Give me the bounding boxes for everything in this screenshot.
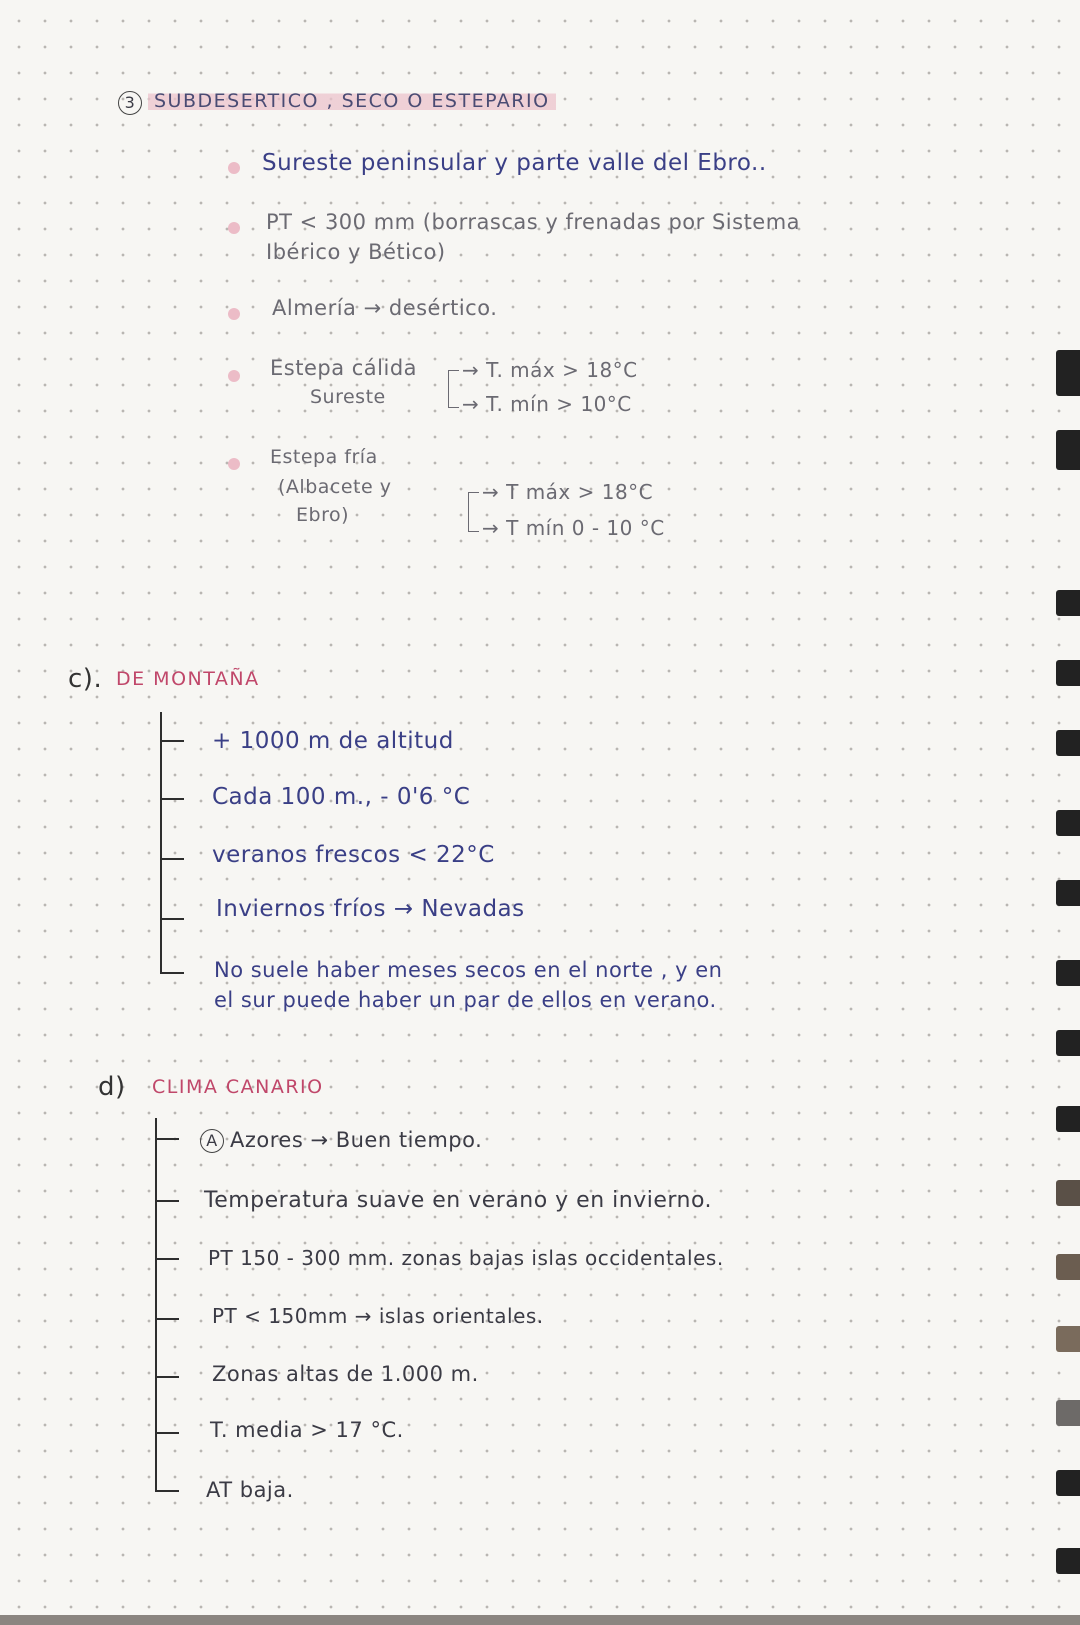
bracket-line [468, 492, 479, 532]
bullet-dot [228, 162, 240, 174]
note-line: Ibérico y Bético) [266, 240, 446, 264]
canario-item: T. media > 17 °C. [210, 1418, 404, 1442]
canario-item: Zonas altas de 1.000 m. [212, 1362, 479, 1386]
section-title: SUBDESERTICO , SECO O ESTEPARIO [148, 90, 556, 112]
section-c-title: DE MONTAÑA [116, 668, 260, 690]
bullet-dot [228, 308, 240, 320]
spiral-binding-hole [1056, 1548, 1080, 1574]
estepa-calida-tmin: → T. mín > 10°C [462, 392, 632, 416]
note-line: Almería → desértico. [272, 296, 498, 320]
spiral-binding-hole [1056, 660, 1080, 686]
canario-item-text: Azores → Buen tiempo. [230, 1128, 483, 1152]
estepa-fria-tmax: → T máx > 18°C [482, 480, 654, 504]
section-c-label: c). [68, 664, 103, 694]
spiral-binding-hole [1056, 1030, 1080, 1056]
canario-item: AT baja. [206, 1478, 294, 1502]
spiral-binding-hole [1056, 590, 1080, 616]
montana-item: el sur puede haber un par de ellos en verano. [214, 988, 717, 1012]
bullet-dot [228, 458, 240, 470]
spiral-binding-hole [1056, 1400, 1080, 1426]
section-d-label: d) [98, 1072, 126, 1102]
spiral-binding-hole [1056, 1106, 1080, 1132]
bracket-tick [160, 858, 184, 860]
section-c-bracket [160, 712, 162, 974]
spiral-binding-hole [1056, 880, 1080, 906]
note-line: Sureste peninsular y parte valle del Ebro.. [262, 150, 767, 176]
bracket-tick [155, 1138, 179, 1140]
spiral-binding-hole [1056, 1326, 1080, 1352]
bracket-line [448, 370, 459, 408]
bullet-dot [228, 222, 240, 234]
montana-item: + 1000 m de altitud [212, 728, 454, 754]
bracket-tick [155, 1376, 179, 1378]
estepa-fria-label: Estepa fría [270, 446, 378, 468]
estepa-calida-tmax: → T. máx > 18°C [462, 358, 638, 382]
spiral-binding-hole [1056, 1254, 1080, 1280]
section-3-heading [118, 90, 556, 115]
canario-item [200, 1128, 482, 1153]
note-line: PT < 300 mm (borrascas y frenadas por Sistema [266, 210, 801, 234]
section-d-title: CLIMA CANARIO [152, 1076, 324, 1098]
estepa-fria-sublabel: Ebro) [296, 504, 349, 526]
spiral-binding-hole [1056, 350, 1080, 396]
montana-item: Inviernos fríos → Nevadas [216, 896, 525, 922]
section-d-bracket [155, 1118, 157, 1492]
montana-item: Cada 100 m., - 0'6 °C [212, 784, 471, 810]
bracket-tick [160, 918, 184, 920]
bracket-tick [160, 740, 184, 742]
bracket-tick [155, 1490, 179, 1492]
page-bottom-edge [0, 1615, 1080, 1625]
bracket-tick [160, 798, 184, 800]
spiral-binding-hole [1056, 430, 1080, 470]
spiral-binding-hole [1056, 810, 1080, 836]
canario-item: Temperatura suave en verano y en invierno. [204, 1188, 713, 1213]
section-number: 3 [118, 91, 142, 115]
spiral-binding-hole [1056, 1470, 1080, 1496]
canario-item: PT < 150mm → islas orientales. [212, 1304, 544, 1328]
canario-item: PT 150 - 300 mm. zonas bajas islas occidentales. [208, 1246, 724, 1270]
spiral-binding-hole [1056, 730, 1080, 756]
estepa-calida-label: Estepa cálida [270, 356, 418, 380]
bracket-tick [155, 1258, 179, 1260]
bracket-tick [155, 1200, 179, 1202]
montana-item: No suele haber meses secos en el norte , y en [214, 958, 723, 982]
estepa-fria-tmin: → T mín 0 - 10 °C [482, 516, 665, 540]
bracket-tick [160, 972, 184, 974]
bracket-tick [155, 1318, 179, 1320]
montana-item: veranos frescos < 22°C [212, 842, 495, 868]
circled-letter: A [200, 1129, 224, 1153]
spiral-binding-hole [1056, 960, 1080, 986]
estepa-calida-sublabel: Sureste [310, 386, 386, 408]
bullet-dot [228, 370, 240, 382]
estepa-fria-sublabel: (Albacete y [278, 476, 392, 498]
bracket-tick [155, 1432, 179, 1434]
spiral-binding-hole [1056, 1180, 1080, 1206]
